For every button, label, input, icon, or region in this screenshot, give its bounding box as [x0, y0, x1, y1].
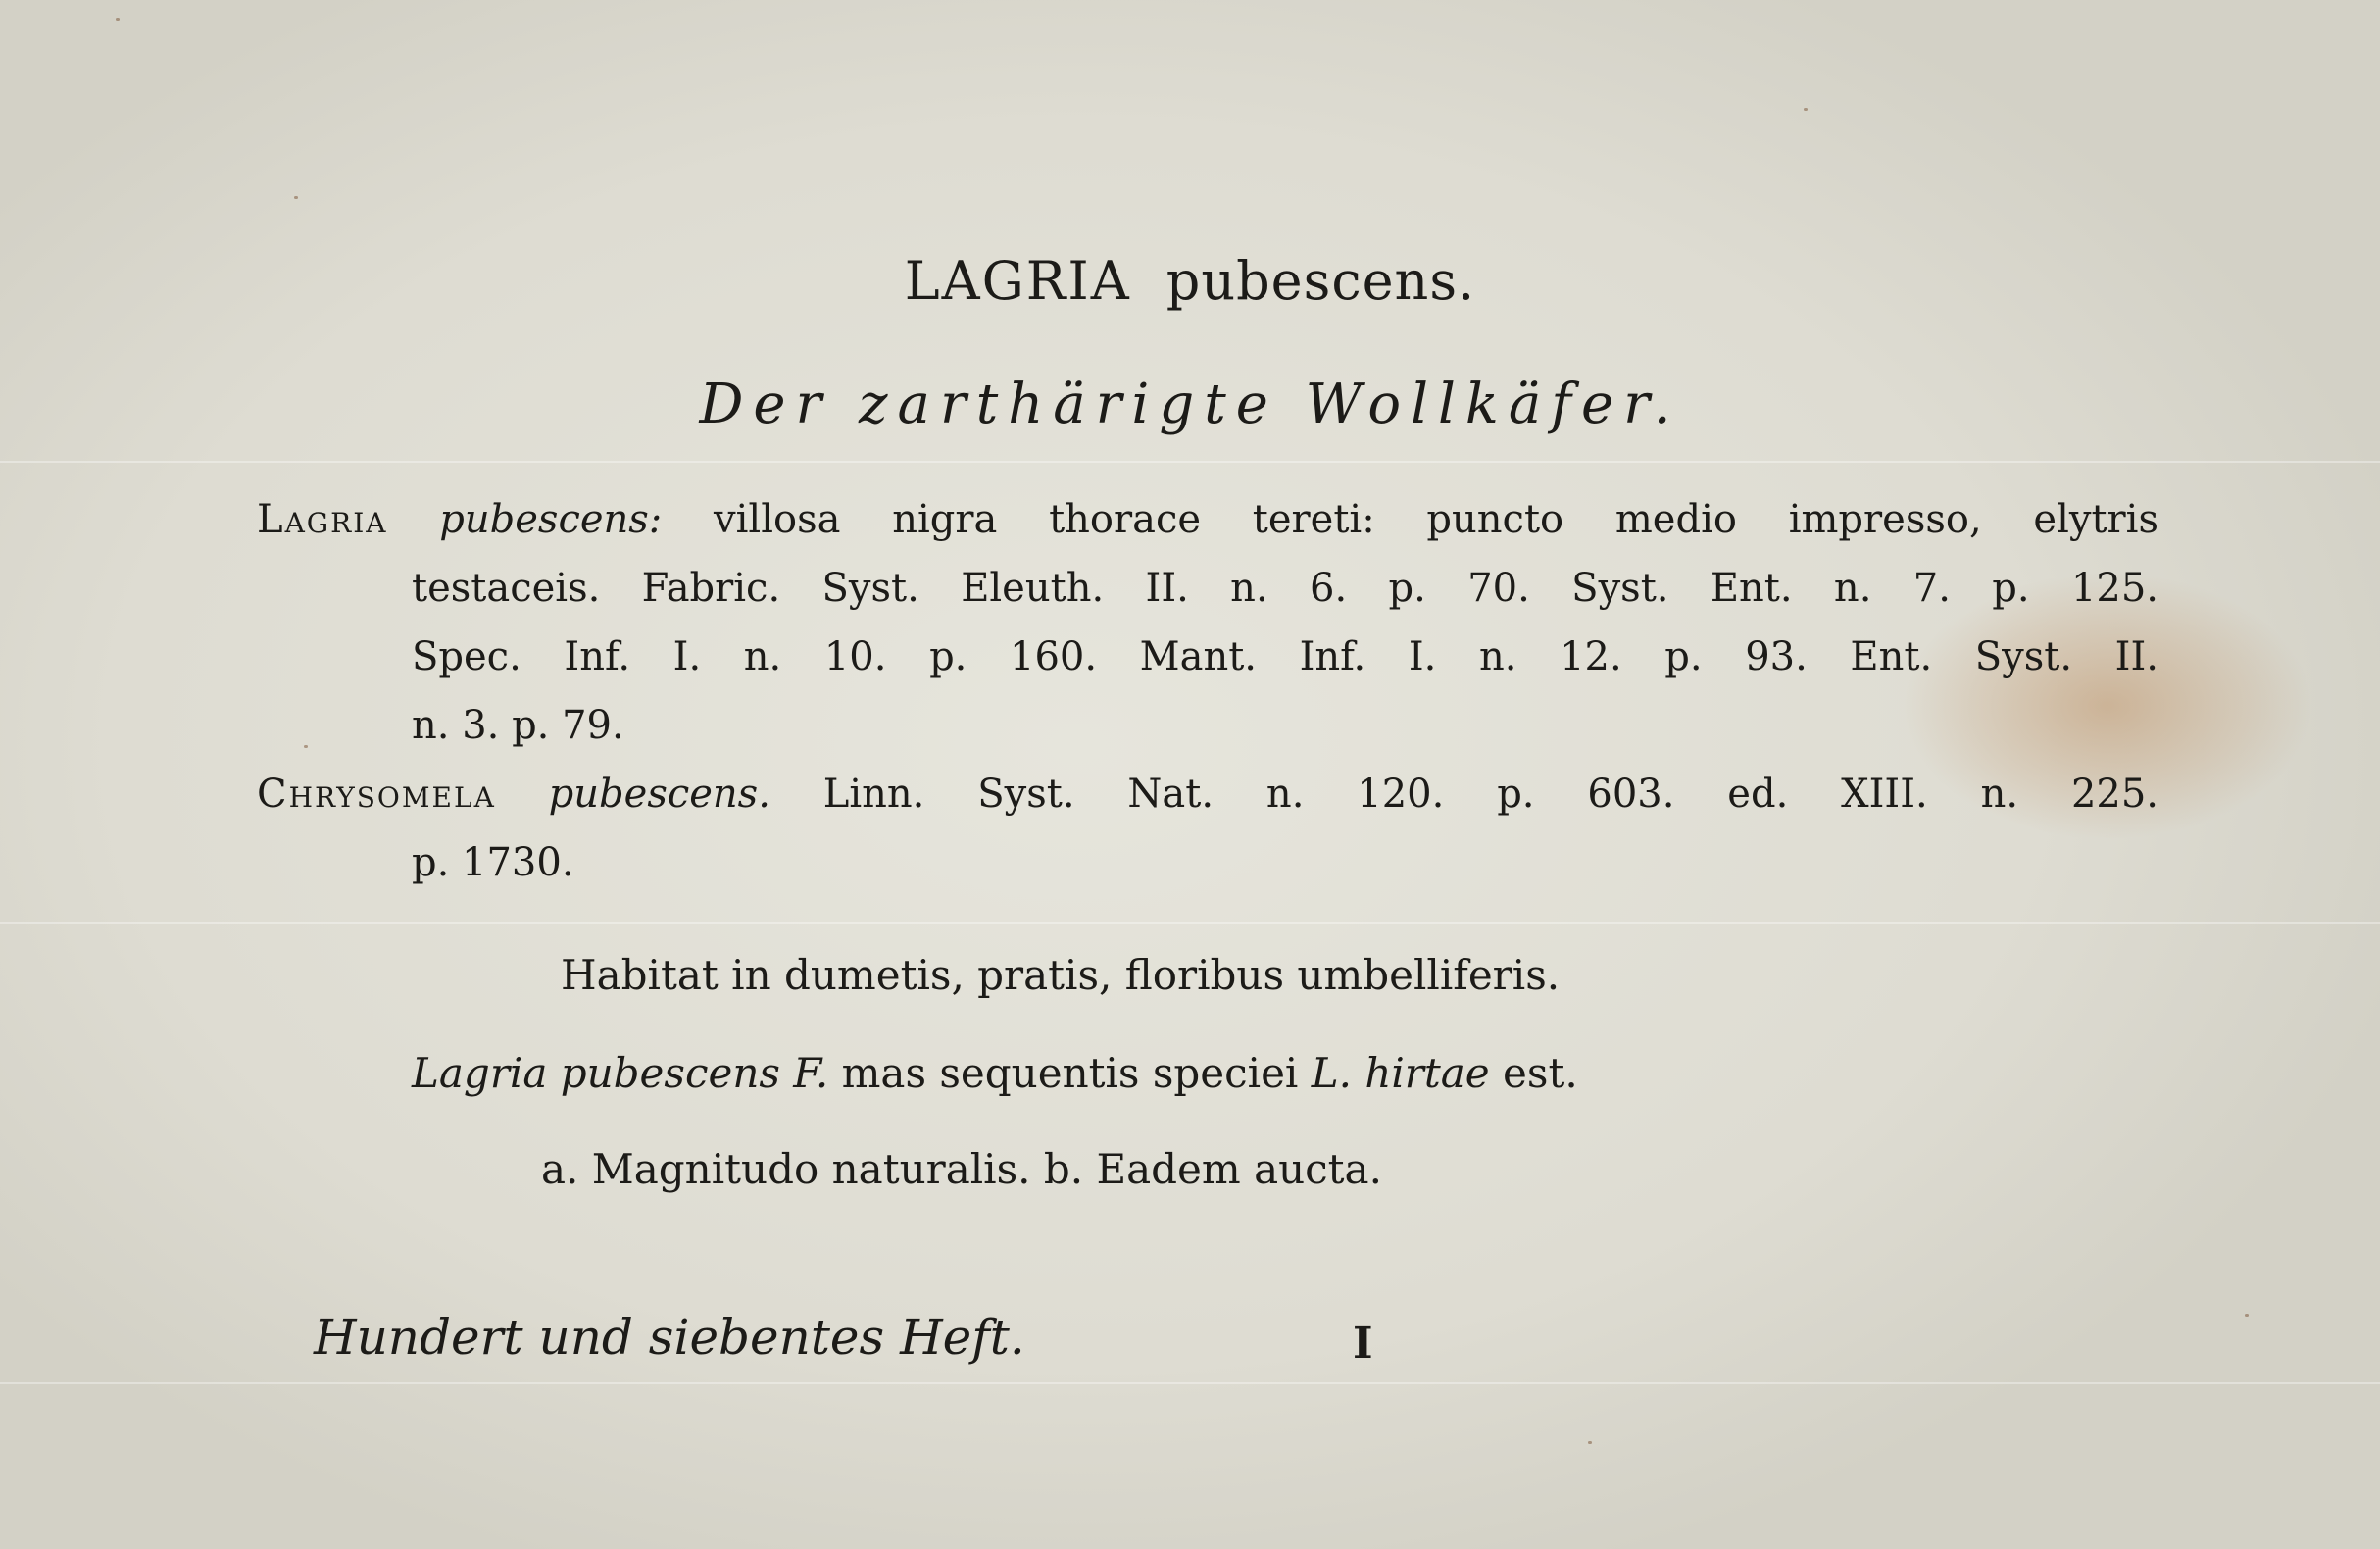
paper-speck [2245, 1314, 2249, 1317]
habitat-line: Habitat in dumetis, pratis, floribus umbelliferis. [561, 951, 1561, 999]
synonym-reference-line: testaceis. Fabric. Syst. Eleuth. II. n. 6. p. 70. Syst. Ent. n. 7. p. 125. [412, 566, 2158, 611]
synonym-species: pubescens: [439, 497, 663, 542]
paper-speck [116, 18, 120, 21]
paper-speck [294, 196, 298, 199]
synonym-genus: Lagria [257, 497, 388, 542]
synonym-entry-lagria [257, 485, 2158, 760]
note-text: mas sequentis speciei [841, 1049, 1299, 1097]
synonym-species: pubescens. [548, 772, 770, 817]
synonym-genus: Chrysomela [257, 772, 496, 817]
synonym-reference: Linn. Syst. Nat. n. 120. p. 603. ed. XIII. n. 225. [822, 772, 2159, 817]
paper-chain-line [0, 1382, 2380, 1384]
synonym-reference-line: p. 1730. [412, 840, 574, 885]
heading-genus: LAGRIA [904, 250, 1131, 312]
paper-chain-line [0, 461, 2380, 463]
paper-chain-line [0, 922, 2380, 924]
paper-speck [1804, 108, 1808, 111]
heading-species: pubescens. [1165, 250, 1476, 312]
synonym-description: villosa nigra thorace tereti: puncto medio impresso, elytris [714, 497, 2158, 542]
species-heading [0, 250, 2380, 312]
synonym-reference-line: Spec. Inf. I. n. 10. p. 160. Mant. Inf. I. n. 12. p. 93. Ent. Syst. II. [412, 634, 2158, 679]
taxonomic-note [412, 1049, 1578, 1097]
paper-speck [1588, 1441, 1592, 1444]
note-end: est. [1503, 1049, 1578, 1097]
synonym-reference-line: n. 3. p. 79. [412, 703, 624, 748]
german-common-name: Der zarthärigte Wollkäfer. [699, 373, 1681, 436]
figure-legend: a. Magnitudo naturalis. b. Eadem aucta. [541, 1145, 1382, 1193]
note-name: Lagria pubescens F. [412, 1049, 829, 1097]
synonym-entry-chrysomela [257, 760, 2158, 897]
issue-footer: Hundert und siebentes Heft. [314, 1309, 1025, 1366]
signature-mark: I [1353, 1319, 1373, 1369]
note-species: L. hirtae [1311, 1049, 1490, 1097]
